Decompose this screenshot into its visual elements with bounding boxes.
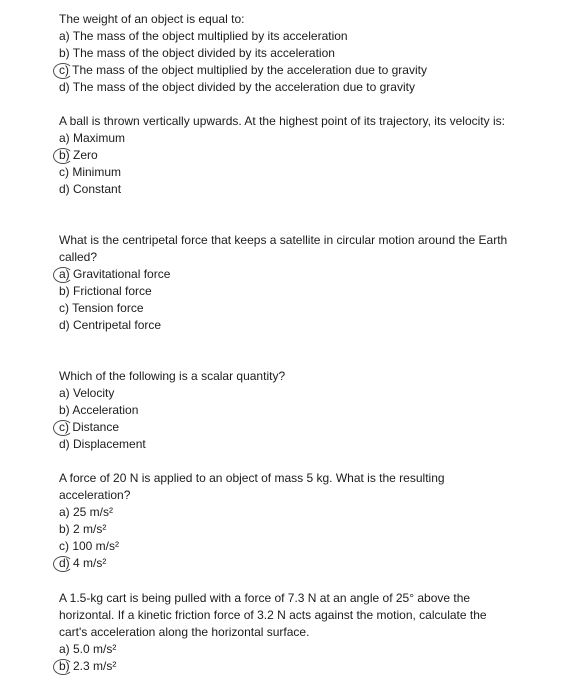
option-c [59, 419, 509, 436]
option-b [59, 147, 509, 164]
option-c: c) Minimum [59, 165, 121, 179]
option-text: d) 4 m/s² [59, 556, 107, 570]
option-a: a) Velocity [59, 386, 115, 400]
question-stem: The weight of an object is equal to: [59, 12, 245, 26]
option-d: d) Displacement [59, 437, 146, 451]
option-d: d) Centripetal force [59, 318, 162, 332]
option-d: d) Constant [59, 182, 122, 196]
question-1 [59, 11, 509, 96]
option-text: b) 2.3 m/s² [59, 659, 117, 673]
option-d [59, 555, 509, 572]
option-a [59, 266, 509, 283]
question-stem: What is the centripetal force that keeps a satellite in circular motion around the Earth called? [59, 233, 508, 264]
question-stem: A ball is thrown vertically upwards. At the highest point of its trajectory, its velocity is: [59, 114, 505, 128]
answer-circle-mark [53, 148, 73, 164]
question-stem: A force of 20 N is applied to an object of mass 5 kg. What is the resulting acceleration? [59, 471, 445, 502]
answer-circle-mark [53, 420, 73, 436]
option-a: a) The mass of the object multiplied by its acceleration [59, 29, 348, 43]
option-c [59, 62, 509, 79]
question-6 [59, 590, 509, 675]
option-d: d) The mass of the object divided by the acceleration due to gravity [59, 80, 415, 94]
option-a: a) 25 m/s² [59, 505, 114, 519]
option-text: c) The mass of the object multiplied by the acceleration due to gravity [59, 63, 427, 77]
answer-circle-mark [53, 267, 73, 283]
answer-circle-mark [53, 659, 73, 675]
question-4 [59, 368, 509, 453]
option-b: b) Frictional force [59, 284, 152, 298]
question-stem: A 1.5-kg cart is being pulled with a force of 7.3 N at an angle of 25° above the horizontal. If a kinetic friction force of 3.2 N acts against the motion, calculate the cart's acceleration along the horizontal surface. [59, 591, 487, 639]
answer-circle-mark [53, 556, 73, 572]
option-a: a) Maximum [59, 131, 126, 145]
option-text: c) Distance [59, 420, 120, 434]
answer-circle-mark [53, 63, 73, 79]
option-c: c) Tension force [59, 301, 144, 315]
question-3 [59, 232, 509, 334]
option-b [59, 658, 509, 675]
option-b: b) 2 m/s² [59, 522, 107, 536]
option-b: b) The mass of the object divided by its acceleration [59, 46, 335, 60]
option-text: b) Zero [59, 148, 98, 162]
question-5 [59, 470, 509, 572]
option-a: a) 5.0 m/s² [59, 642, 117, 656]
option-text: a) Gravitational force [59, 267, 171, 281]
question-stem: Which of the following is a scalar quantity? [59, 369, 286, 383]
option-c: c) 100 m/s² [59, 539, 120, 553]
question-2 [59, 113, 509, 198]
option-b: b) Acceleration [59, 403, 139, 417]
